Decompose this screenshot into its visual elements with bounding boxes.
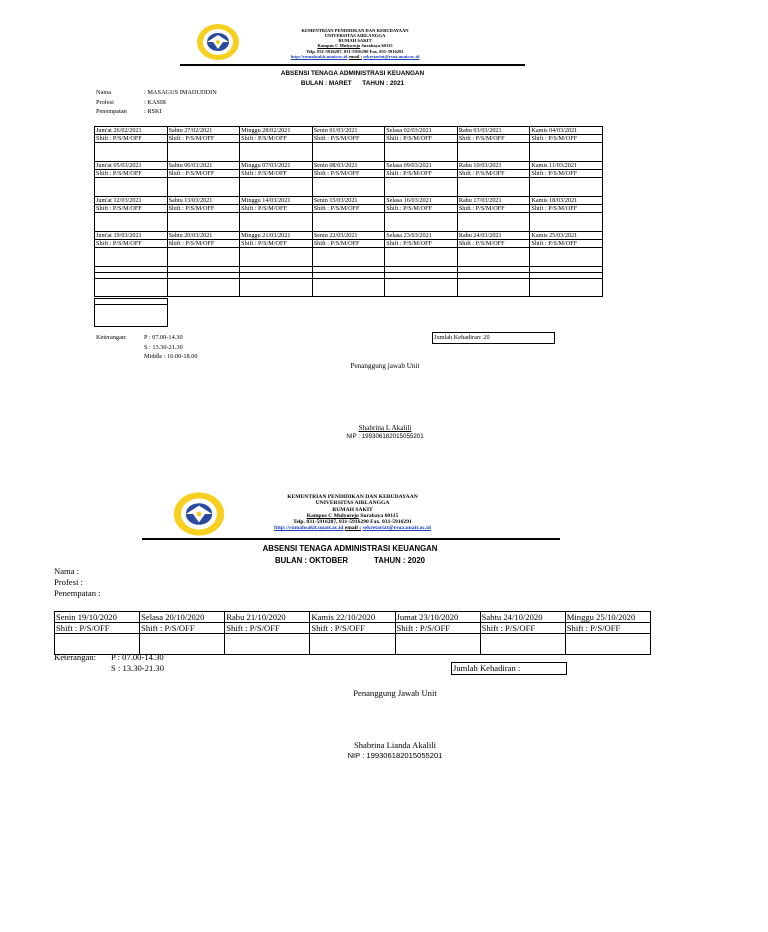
info-value: : RSKI: [144, 108, 162, 116]
table-cell: Selasa 16/03/2021: [385, 197, 458, 205]
letterhead-ministry: KEMENTRIAN PENDIDIKAN DAN KEBUDAYAAN: [287, 494, 418, 500]
table-cell: Shift : P/S/M/OFF: [530, 240, 603, 248]
address-rest: Surabaya 60115: [361, 43, 393, 49]
shift-row: [95, 240, 603, 248]
empty-cell: [95, 279, 168, 297]
info-name: Nama :: [54, 566, 80, 576]
table-cell: Sabtu 27/02/2021: [167, 127, 240, 135]
table-cell: Shift : P/S/OFF: [565, 623, 650, 634]
table-cell: Shift : P/S/M/OFF: [385, 205, 458, 213]
table-cell: Selasa 09/03/2021: [385, 162, 458, 170]
table-cell: Sabtu 06/03/2021: [167, 162, 240, 170]
table-cell: Selasa 20/10/2020: [140, 612, 225, 623]
period: BULAN : MARET TAHUN : 2021: [300, 80, 405, 87]
page-title: ABSENSI TENAGA ADMINISTRASI KEUANGAN: [280, 70, 425, 77]
table-cell: Jumat 23/10/2020: [395, 612, 480, 623]
table-cell: Shift : P/S/M/OFF: [95, 135, 168, 143]
empty-cell: [167, 213, 240, 232]
table-cell: Rabu 24/03/2021: [457, 232, 530, 240]
table-cell: Minggu 14/03/2021: [240, 197, 313, 205]
empty-cell: [310, 634, 395, 655]
empty-cell: [530, 178, 603, 197]
empty-cell: [530, 143, 603, 162]
letterhead: [245, 494, 460, 532]
table-cell: Shift : P/S/M/OFF: [312, 135, 385, 143]
empty-cell: [95, 178, 168, 197]
table-cell: Shift : P/S/M/OFF: [95, 205, 168, 213]
table-cell: Sabtu 13/03/2021: [167, 197, 240, 205]
info-value: : KASIR: [144, 98, 167, 106]
university-logo-icon: [170, 490, 228, 538]
attendance-row: [95, 143, 603, 162]
table-cell: Shift : P/S/M/OFF: [240, 240, 313, 248]
table-cell: Selasa 02/03/2021: [385, 127, 458, 135]
title-block: [190, 543, 510, 567]
letterhead-university: UNIVERSITAS AIRLANGGA: [315, 500, 390, 507]
shift-row: [55, 623, 651, 634]
day-row: [95, 162, 603, 170]
empty-cell: [385, 143, 458, 162]
table-cell: Minggu 21/03/2021: [240, 232, 313, 240]
employee-info: [96, 88, 217, 117]
empty-cell: [95, 213, 168, 232]
empty-cell: [167, 143, 240, 162]
table-cell: Shift : P/S/M/OFF: [240, 135, 313, 143]
table-cell: Jum'at 05/03/2021: [95, 162, 168, 170]
table-cell: Shift : P/S/OFF: [55, 623, 140, 634]
period: BULAN : OKTOBER TAHUN : 2020: [274, 556, 426, 565]
table-cell: Shift : P/S/M/OFF: [312, 170, 385, 178]
table-cell: Kamis 18/03/2021: [530, 197, 603, 205]
empty-cell: [167, 178, 240, 197]
empty-cell: [240, 178, 313, 197]
table-cell: Shift : P/S/M/OFF: [530, 205, 603, 213]
table-cell: Shift : P/S/M/OFF: [240, 205, 313, 213]
table-cell: Shift : P/S/M/OFF: [167, 170, 240, 178]
table-cell: Shift : P/S/M/OFF: [240, 170, 313, 178]
empty-cell: [385, 178, 458, 197]
table-cell: Shift : P/S/M/OFF: [530, 170, 603, 178]
empty-cell: [95, 143, 168, 162]
letterhead-university: UNIVERSITAS AIRLANGGA: [324, 33, 386, 39]
signer-nip: NIP : 199306182015055201: [347, 751, 443, 760]
day-row: [95, 197, 603, 205]
empty-cell: [95, 248, 168, 267]
keterangan-label: Keterangan:: [96, 334, 127, 341]
extra-cell: [95, 305, 168, 327]
attendance-row: [95, 213, 603, 232]
table-cell: Sabtu 20/03/2021: [167, 232, 240, 240]
day-row: [55, 612, 651, 623]
employee-info: [54, 566, 101, 599]
table-cell: Shift : P/S/M/OFF: [167, 135, 240, 143]
day-row: [95, 232, 603, 240]
title-block: [180, 69, 525, 89]
table-cell: Senin 19/10/2020: [55, 612, 140, 623]
table-cell: Shift : P/S/OFF: [225, 623, 310, 634]
letterhead-hospital: RUMAH SAKIT: [332, 506, 373, 513]
table-cell: Kamis 04/03/2021: [530, 127, 603, 135]
shift-row: [95, 135, 603, 143]
header-divider: [180, 64, 525, 66]
empty-cell: [565, 634, 650, 655]
table-cell: Senin 08/03/2021: [312, 162, 385, 170]
empty-cell: [530, 279, 603, 297]
table-cell: Shift : P/S/M/OFF: [312, 240, 385, 248]
address-rest: Surabaya 60115: [360, 512, 399, 519]
attendance-table-march: [94, 126, 603, 297]
empty-cell: [240, 248, 313, 267]
table-cell: Rabu 21/10/2020: [225, 612, 310, 623]
attendance-table-oktober: [54, 611, 651, 655]
info-value: : MASAGUS IMADUDDIN: [144, 89, 217, 96]
table-cell: Rabu 03/03/2021: [457, 127, 530, 135]
table-cell: Rabu 17/03/2021: [457, 197, 530, 205]
website-link[interactable]: http://rumahsakit.unair.ac.id: [274, 525, 344, 532]
table-cell: Shift : P/S/M/OFF: [457, 135, 530, 143]
table-cell: Jum'at 19/03/2021: [95, 232, 168, 240]
empty-cell: [385, 213, 458, 232]
table-cell: Shift : P/S/M/OFF: [167, 205, 240, 213]
letterhead-hospital: RUMAH SAKIT: [338, 38, 372, 44]
table-cell: Shift : P/S/M/OFF: [457, 170, 530, 178]
address-label: Kampus C Mulyorejo: [317, 43, 361, 49]
university-logo-icon: [195, 22, 241, 62]
empty-cell: [457, 279, 530, 297]
info-name: [96, 88, 217, 98]
empty-cell: [312, 279, 385, 297]
table-cell: Shift : P/S/OFF: [310, 623, 395, 634]
day-row: [95, 127, 603, 135]
empty-cell: [312, 143, 385, 162]
keterangan-p: P : 07.00-14.30: [144, 334, 183, 341]
empty-cell: [167, 248, 240, 267]
table-cell: Shift : P/S/OFF: [140, 623, 225, 634]
email-label: email :: [344, 525, 362, 532]
table-cell: Rabu 10/03/2021: [457, 162, 530, 170]
keterangan-middle: Middle : 10.00-18.00: [144, 353, 198, 361]
table-cell: Shift : P/S/OFF: [395, 623, 480, 634]
email-link[interactable]: sekretariat@rsua.unair.ac.id: [363, 53, 420, 59]
jumlah-kehadiran: Jumlah Kehadiran :: [451, 662, 567, 675]
table-cell: Sabtu 24/10/2020: [480, 612, 565, 623]
keterangan-label: Keterangan:: [54, 652, 96, 662]
penanggung-jawab: Penanggung Jawab Unit: [353, 688, 437, 698]
empty-cell: [385, 248, 458, 267]
empty-cell: [480, 634, 565, 655]
empty-cell: [457, 143, 530, 162]
empty-cell: [240, 143, 313, 162]
keterangan-p: P : 07.00-14.30: [111, 652, 164, 662]
signer-nip: NIP : 199306182015055201: [346, 433, 424, 440]
website-link[interactable]: http://rumahsakit.unair.ac.id: [290, 53, 348, 59]
table-cell: Jum'at 12/03/2021: [95, 197, 168, 205]
attendance-row: [95, 248, 603, 267]
info-penempatan: [96, 107, 217, 117]
table-cell: Shift : P/S/M/OFF: [95, 170, 168, 178]
table-cell: Kamis 22/10/2020: [310, 612, 395, 623]
table-cell: Shift : P/S/M/OFF: [385, 135, 458, 143]
info-label: Profesi: [96, 98, 114, 106]
info-label: Penempatan: [96, 108, 127, 116]
page-title: ABSENSI TENAGA ADMINISTRASI KEUANGAN: [262, 544, 438, 553]
blank-row: [95, 279, 603, 297]
info-penempatan: Penempatan :: [54, 588, 101, 598]
keterangan-s: S : 13.30-21.30: [144, 343, 183, 351]
table-cell: Shift : P/S/M/OFF: [385, 240, 458, 248]
empty-cell: [312, 248, 385, 267]
table-cell: Minggu 07/03/2021: [240, 162, 313, 170]
attendance-row: [95, 178, 603, 197]
empty-cell: [457, 178, 530, 197]
keterangan-block: [96, 333, 198, 362]
table-cell: Shift : P/S/OFF: [480, 623, 565, 634]
empty-cell: [312, 178, 385, 197]
letterhead-phone: Telp. 031-5916287, 031-5916290 Fax. 031-5916291: [293, 519, 412, 525]
table-cell: Minggu 28/02/2021: [240, 127, 313, 135]
table-cell: Shift : P/S/M/OFF: [167, 240, 240, 248]
empty-cell: [530, 248, 603, 267]
email-label: email :: [348, 53, 363, 59]
empty-cell: [395, 634, 480, 655]
address-label: Kampus C Mulyorejo: [306, 512, 359, 519]
table-cell: Senin 01/03/2021: [312, 127, 385, 135]
table-cell: Kamis 11/03/2021: [530, 162, 603, 170]
table-cell: Shift : P/S/M/OFF: [457, 205, 530, 213]
table-cell: Kamis 25/03/2021: [530, 232, 603, 240]
penanggung-jawab: Penanggung jawab Unit: [350, 362, 420, 370]
letterhead-phone: Telp. 031-5916287, 031-5916290 Fax. 031-5916291: [306, 48, 404, 54]
empty-cell: [240, 213, 313, 232]
table-cell: Shift : P/S/M/OFF: [385, 170, 458, 178]
empty-cell: [312, 213, 385, 232]
table-cell: Senin 15/03/2021: [312, 197, 385, 205]
empty-cell: [457, 248, 530, 267]
signer-name: Shabrina L Akalili: [358, 424, 412, 432]
letterhead-contact: [245, 525, 460, 531]
table-cell: Minggu 25/10/2020: [565, 612, 650, 623]
letterhead-ministry: KEMENTRIAN PENDIDIKAN DAN KEBUDAYAAN: [301, 28, 409, 33]
extra-box-table: [94, 298, 168, 327]
header-divider: [142, 538, 560, 540]
info-profesi: Profesi :: [54, 577, 83, 587]
shift-row: [95, 170, 603, 178]
empty-cell: [225, 634, 310, 655]
info-label: Nama: [96, 89, 112, 96]
letterhead: [255, 28, 455, 59]
table-cell: Senin 22/03/2021: [312, 232, 385, 240]
table-cell: Jum'at 26/02/2021: [95, 127, 168, 135]
keterangan-block: [54, 652, 164, 673]
shift-row: [95, 205, 603, 213]
empty-cell: [530, 213, 603, 232]
keterangan-s: S : 13.30-21.30: [111, 662, 164, 673]
empty-cell: [167, 279, 240, 297]
jumlah-kehadiran: Jumlah Kehadiran: 20: [432, 332, 555, 344]
empty-cell: [457, 213, 530, 232]
table-cell: Selasa 23/03/2021: [385, 232, 458, 240]
letterhead-contact: [255, 54, 455, 59]
signer-name: Shabrina Lianda Akalili: [353, 740, 437, 750]
table-cell: Shift : P/S/M/OFF: [530, 135, 603, 143]
empty-cell: [385, 279, 458, 297]
email-link[interactable]: sekretariat@rsua.unair.ac.id: [362, 525, 431, 532]
table-cell: Shift : P/S/M/OFF: [312, 205, 385, 213]
empty-cell: [240, 279, 313, 297]
table-cell: Shift : P/S/M/OFF: [95, 240, 168, 248]
info-profesi: [96, 98, 217, 108]
table-cell: Shift : P/S/M/OFF: [457, 240, 530, 248]
